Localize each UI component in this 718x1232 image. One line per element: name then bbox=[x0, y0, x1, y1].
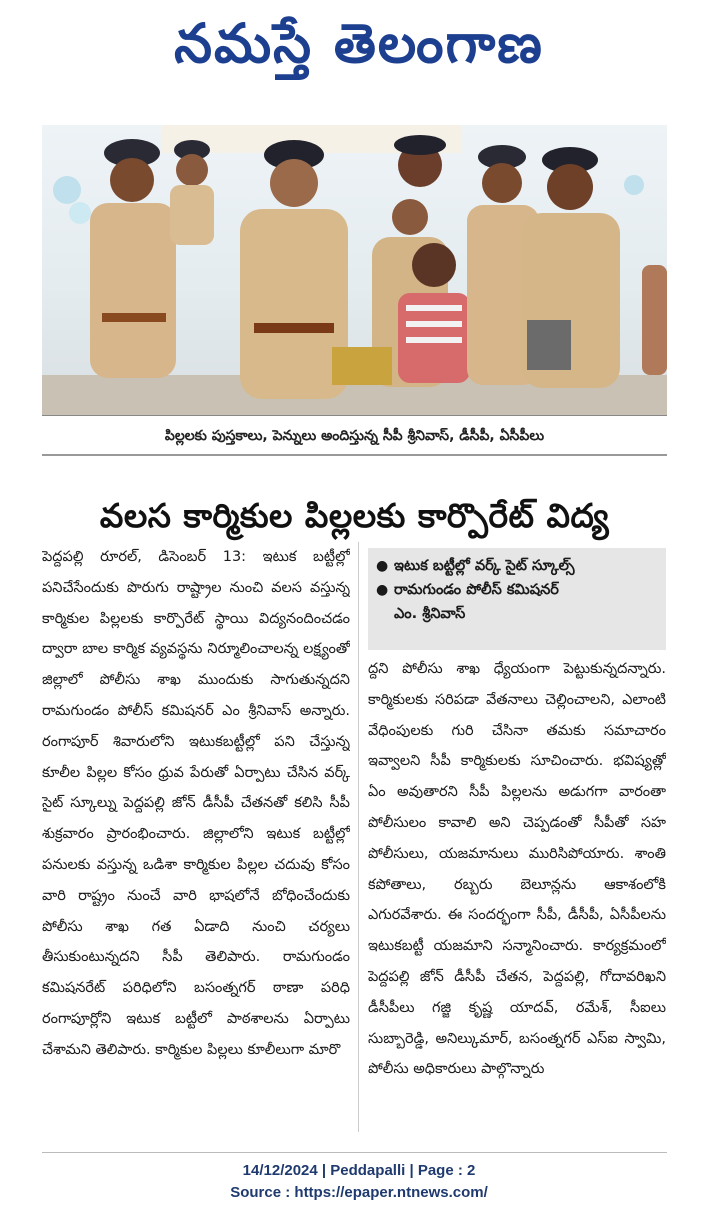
masthead-title: నమస్తే తెలంగాణ bbox=[174, 11, 544, 75]
photo-caption: పిల్లలకు పుస్తకాలు, పెన్నులు అందిస్తున్న సీపీ శ్రీనివాస్, డీసీపీ, ఏసీపీలు bbox=[42, 420, 667, 456]
officer-figure bbox=[170, 140, 214, 245]
book-shape bbox=[527, 320, 571, 370]
book-shape bbox=[332, 347, 392, 385]
highlight-item bbox=[376, 554, 658, 578]
balloon-shape bbox=[53, 176, 81, 204]
highlight-text: రామగుండం పోలీస్ కమిషనర్ bbox=[394, 582, 559, 598]
balloon-shape bbox=[624, 175, 644, 195]
footer-source-link[interactable]: Source : https://epaper.ntnews.com/ bbox=[230, 1184, 488, 1201]
column-divider bbox=[358, 542, 359, 1132]
officer-figure bbox=[522, 147, 620, 388]
bullet-icon: ● bbox=[376, 582, 389, 598]
footer-divider bbox=[42, 1152, 667, 1153]
officer-figure bbox=[90, 139, 176, 378]
article-headline: వలస కార్మికుల పిల్లలకు కార్పొరేట్ విద్య bbox=[99, 495, 610, 535]
news-photo bbox=[42, 125, 667, 416]
balloon-shape bbox=[69, 202, 91, 224]
page-footer bbox=[0, 1160, 718, 1204]
highlight-item bbox=[376, 578, 658, 602]
bullet-icon: ● bbox=[376, 558, 389, 574]
article-column-left: పెద్దపల్లి రూరల్, డిసెంబర్ 13: ఇటుక బట్టీల్లో పనిచేసేందుకు పొరుగు రాష్ట్రాల నుంచి వలస వస్తున్న కార్మికుల పిల్లలకు కార్పొరేట్ స్థాయి విద్యనందించడం ద్వారా బాల కార్మిక వ్యవస్థను నిర్మూలించాలన్న లక్ష్యంతో జిల్లాలో పోలీసు శాఖ ముందుకు సాగుతున్నదని రామగుండం పోలీస్ కమిషనర్ ఎం శ్రీనివాస్ అన్నారు. రంగాపూర్ శివారులోని ఇటుకబట్టీల్లో పని చేస్తున్న కూలీల పిల్లల కోసం ధ్రువ పేరుతో ఏర్పాటు చేసిన వర్క్ సైట్ స్కూల్ను పెద్దపల్లి జోన్ డీసీపీ చేతనతో కలిసి సీపీ శుక్రవారం ప్రారంభించారు. జిల్లాలోని ఇటుక బట్టీల్లో పనులకు వస్తున్న ఒడిశా కార్మికుల పిల్లల చదువు కోసం వారి రాష్ట్రం నుంచే వారి భాషలోనే బోధించేందుకు పోలీసు శాఖ గత ఏడాది నుంచి చర్యలు తీసుకుంటున్నదని సీపీ తెలిపారు. రామగుండం కమిషనరేట్ పరిధిలోని బసంత్నగర్ ఠాణా పరిధి రంగాపూర్లోని ఇటుక బట్టీలో పాఠశాలను ఏర్పాటు చేశామని తెలిపారు. కార్మికుల పిల్లలు కూలీలుగా మారొ bbox=[42, 549, 350, 1058]
highlights-box bbox=[368, 548, 666, 650]
highlight-text: ఇటుక బట్టీల్లో వర్క్ సైట్ స్కూల్స్ bbox=[394, 558, 575, 574]
person-shape bbox=[642, 265, 667, 375]
masthead bbox=[0, 0, 718, 100]
article-column-right: ద్దని పోలీసు శాఖ ధ్యేయంగా పెట్టుకున్నదన్నారు. కార్మికులకు సరిపడా వేతనాలు చెల్లించాలని, ఎలాంటి వేధింపులకు గురి చేసినా తమకు సమాచారం ఇవ్వాలని సీపీ కార్మికులకు సూచించారు. భవిష్యత్లో ఏం అవుతారని సీపీ పిల్లలను అడుగగా వారంతా పోలీసులం కావాలి అని చెప్పడంతో సీపీతో సహ పోలీసులు, యజమానులు మురిసిపోయారు. శాంతి కపోతాలు, రబ్బరు బెలూన్లను ఆకాశంలోకి ఎగురవేశారు. ఈ సందర్భంగా సీపీ, డీసీపీ, ఏసీపీలను ఇటుకబట్టీ యజమాని సన్మానించారు. కార్యక్రమంలో పెద్దపల్లి జోన్ డీసీపీ చేతన, పెద్దపల్లి, గోదావరిఖని డీసీపీలు గజ్జి కృష్ణ యాదవ్, రమేశ్, సీఐలు సుబ్బారెడ్డి, అనిల్కుమార్, బసంత్నగర్ ఎస్ఐ స్వామి, పోలీసు అధికారులు పాల్గొన్నారు bbox=[368, 661, 666, 1078]
footer-issue-info: 14/12/2024 | Peddapalli | Page : 2 bbox=[242, 1162, 476, 1179]
photo-illustration bbox=[42, 125, 667, 415]
highlight-item-continued bbox=[376, 602, 658, 626]
commissioner-figure bbox=[240, 140, 348, 399]
highlight-text: ఎం. శ్రీనివాస్ bbox=[394, 606, 466, 622]
